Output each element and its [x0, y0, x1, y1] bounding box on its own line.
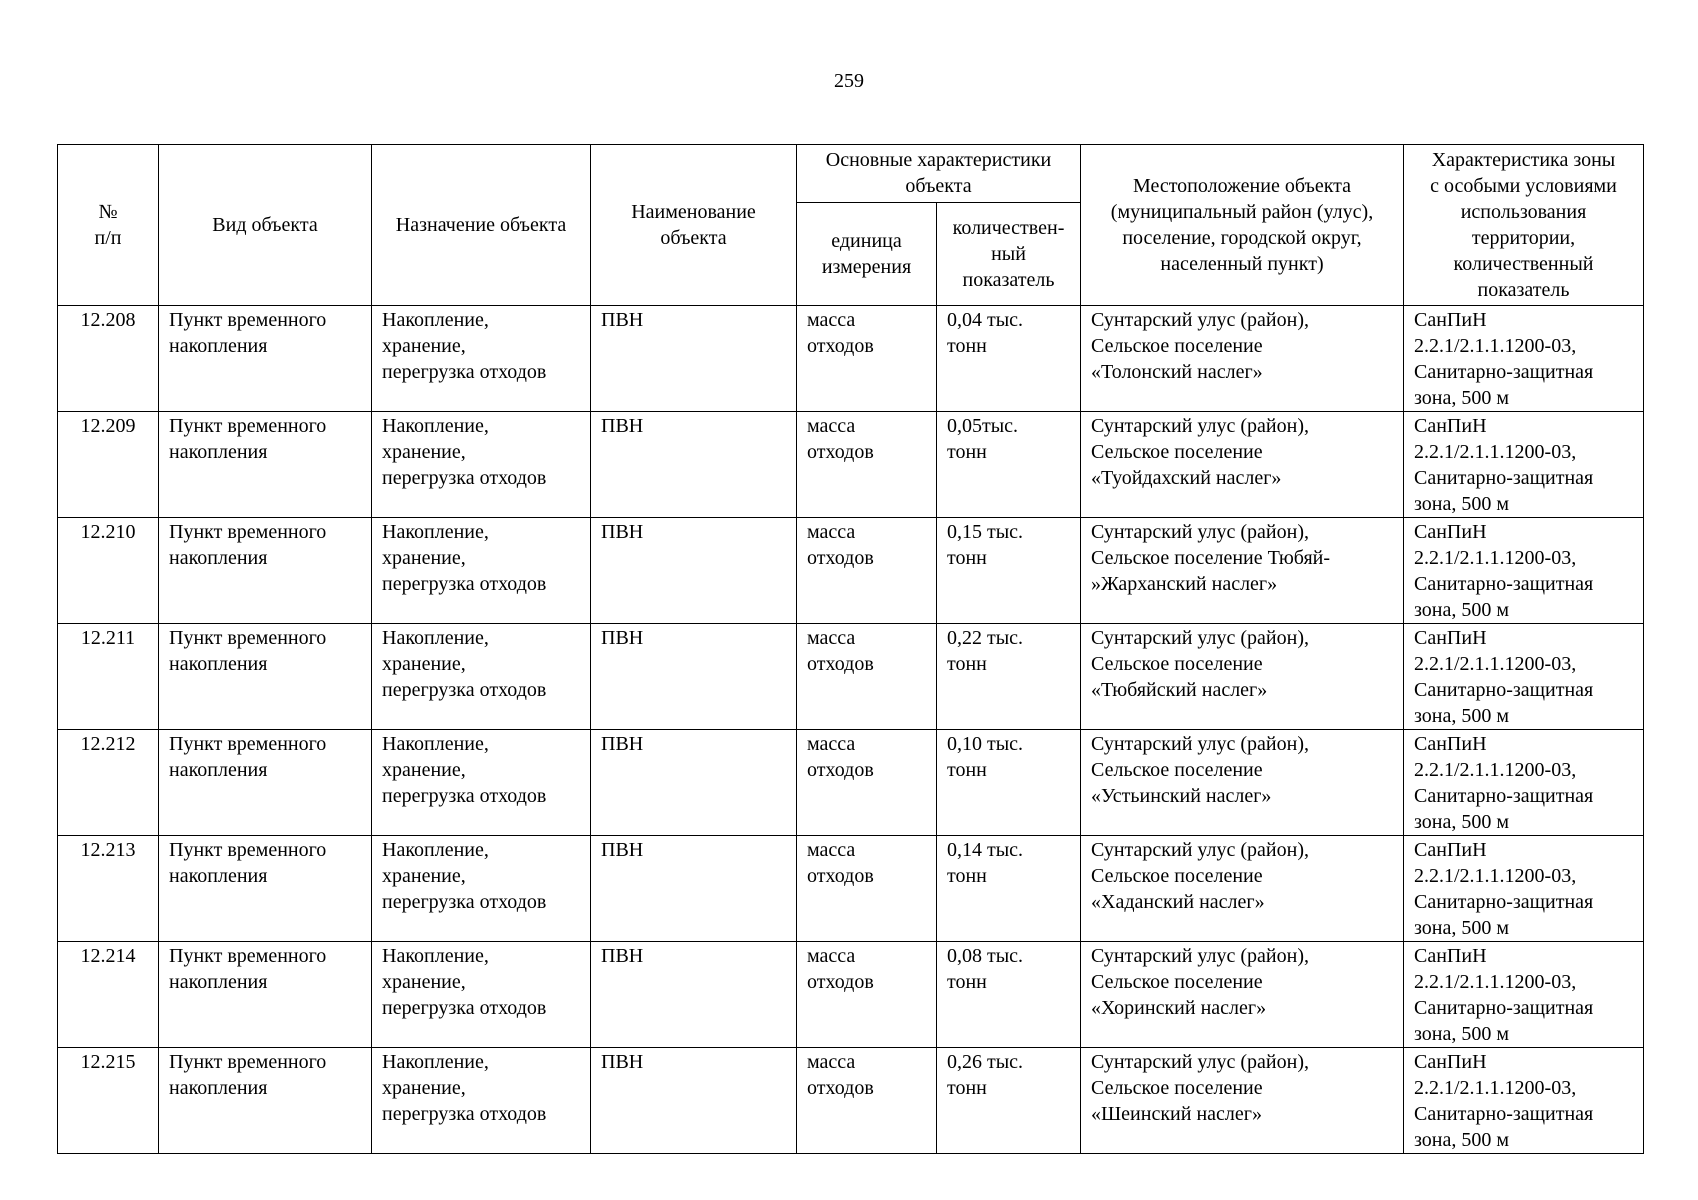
header-location-line: (муниципальный район (улус),	[1110, 201, 1374, 223]
cell-zone-line: Санитарно-защитная	[1414, 467, 1594, 489]
cell-location-line: Сунтарский улус (район),	[1091, 415, 1309, 437]
header-zone-line: территории,	[1471, 227, 1576, 249]
header-unit-line: единица	[831, 229, 902, 252]
header-name	[591, 145, 797, 306]
cell-num-line: 12.208	[80, 309, 136, 331]
cell-type-line: накопления	[169, 653, 268, 675]
cell-zone-line: 2.2.1/2.1.1.1200-03,	[1414, 865, 1577, 887]
cell-unit-line: масса	[807, 733, 856, 755]
header-zone-line: показатель	[1477, 279, 1570, 301]
cell-zone-line: Санитарно-защитная	[1414, 679, 1594, 701]
cell-num	[58, 836, 159, 942]
cell-zone-line: СанПиН	[1414, 521, 1487, 543]
cell-location-line: Сунтарский улус (район),	[1091, 945, 1309, 967]
cell-purpose-line: перегрузка отходов	[382, 785, 547, 807]
cell-zone-line: зона, 500 м	[1414, 917, 1510, 939]
cell-type-line: накопления	[169, 971, 268, 993]
cell-purpose-line: перегрузка отходов	[382, 891, 547, 913]
cell-zone-line: Санитарно-защитная	[1414, 997, 1594, 1019]
table-body	[58, 306, 1644, 1154]
cell-purpose-line: перегрузка отходов	[382, 361, 547, 383]
cell-zone-line: 2.2.1/2.1.1.1200-03,	[1414, 653, 1577, 675]
cell-name-line: ПВН	[601, 1051, 644, 1073]
cell-purpose-line: Накопление,	[382, 415, 489, 437]
cell-purpose-line: Накопление,	[382, 839, 489, 861]
cell-purpose-line: Накопление,	[382, 945, 489, 967]
cell-location-line: Сельское поселение	[1091, 759, 1263, 781]
cell-zone-line: 2.2.1/2.1.1.1200-03,	[1414, 1077, 1577, 1099]
header-location-line: поселение, городской округ,	[1122, 227, 1362, 249]
cell-location-line: «Туойдахский наслег»	[1091, 467, 1282, 489]
cell-type-line: накопления	[169, 441, 268, 463]
cell-purpose	[372, 624, 591, 730]
cell-zone	[1404, 412, 1644, 518]
header-quantity	[937, 202, 1081, 305]
cell-unit-line: масса	[807, 415, 856, 437]
cell-num-line: 12.215	[80, 1051, 136, 1073]
cell-location	[1081, 624, 1404, 730]
cell-purpose	[372, 1048, 591, 1154]
cell-location	[1081, 836, 1404, 942]
cell-location-line: Сунтарский улус (район),	[1091, 839, 1309, 861]
cell-purpose-line: хранение,	[382, 759, 466, 781]
table-row	[58, 942, 1644, 1048]
header-location	[1081, 145, 1404, 306]
cell-zone-line: Санитарно-защитная	[1414, 1103, 1594, 1125]
cell-quantity-line: тонн	[947, 441, 987, 463]
cell-location-line: Сунтарский улус (район),	[1091, 1051, 1309, 1073]
cell-type	[159, 624, 372, 730]
cell-purpose-line: хранение,	[382, 1077, 466, 1099]
cell-purpose-line: перегрузка отходов	[382, 997, 547, 1019]
cell-unit-line: отходов	[807, 865, 874, 887]
cell-zone	[1404, 306, 1644, 412]
cell-num	[58, 730, 159, 836]
cell-zone-line: зона, 500 м	[1414, 493, 1510, 515]
cell-name-line: ПВН	[601, 945, 644, 967]
cell-num-line: 12.211	[80, 627, 136, 649]
cell-type-line: Пункт временного	[169, 733, 327, 755]
cell-num	[58, 942, 159, 1048]
cell-location-line: «Шеинский наслег»	[1091, 1103, 1262, 1125]
cell-zone-line: зона, 500 м	[1414, 1129, 1510, 1151]
cell-type	[159, 1048, 372, 1154]
header-location-line: Местоположение объекта	[1132, 175, 1352, 197]
cell-location	[1081, 1048, 1404, 1154]
cell-zone-line: Санитарно-защитная	[1414, 785, 1594, 807]
cell-unit	[797, 942, 937, 1048]
cell-quantity-line: 0,10 тыс.	[947, 733, 1024, 755]
cell-num-line: 12.212	[80, 733, 136, 755]
header-zone	[1404, 145, 1644, 306]
cell-quantity	[937, 306, 1081, 412]
table-row	[58, 836, 1644, 942]
header-quantity-line: ный	[991, 242, 1026, 265]
cell-purpose	[372, 730, 591, 836]
cell-purpose-line: хранение,	[382, 547, 466, 569]
cell-purpose-line: хранение,	[382, 971, 466, 993]
header-unit-line: измерения	[821, 255, 912, 278]
cell-quantity-line: 0,08 тыс.	[947, 945, 1024, 967]
cell-purpose-line: Накопление,	[382, 627, 489, 649]
cell-name	[591, 412, 797, 518]
header-zone-line: с особыми условиями	[1430, 175, 1617, 197]
cell-quantity-line: 0,26 тыс.	[947, 1051, 1024, 1073]
header-num-line: п/п	[94, 227, 122, 249]
cell-purpose-line: Накопление,	[382, 309, 489, 331]
cell-quantity	[937, 1048, 1081, 1154]
table-row	[58, 1048, 1644, 1154]
cell-location-line: Сельское поселение	[1091, 335, 1263, 357]
cell-zone-line: СанПиН	[1414, 945, 1487, 967]
cell-location-line: »Жарханский наслег»	[1091, 573, 1278, 595]
cell-location-line: Сельское поселение Тюбяй-	[1091, 547, 1331, 569]
cell-unit-line: отходов	[807, 547, 874, 569]
cell-zone	[1404, 624, 1644, 730]
cell-num-line: 12.213	[80, 839, 136, 861]
cell-unit-line: масса	[807, 945, 856, 967]
cell-name	[591, 730, 797, 836]
table-row	[58, 730, 1644, 836]
cell-zone-line: Санитарно-защитная	[1414, 891, 1594, 913]
cell-location-line: Сунтарский улус (район),	[1091, 733, 1309, 755]
cell-unit-line: отходов	[807, 335, 874, 357]
table-row	[58, 624, 1644, 730]
cell-quantity	[937, 624, 1081, 730]
cell-num	[58, 1048, 159, 1154]
cell-location-line: Сунтарский улус (район),	[1091, 627, 1309, 649]
cell-location-line: Сельское поселение	[1091, 653, 1263, 675]
cell-unit-line: масса	[807, 627, 856, 649]
cell-location-line: Сельское поселение	[1091, 865, 1263, 887]
cell-quantity-line: тонн	[947, 865, 987, 887]
cell-unit	[797, 1048, 937, 1154]
cell-zone	[1404, 518, 1644, 624]
cell-zone-line: СанПиН	[1414, 839, 1487, 861]
table-row	[58, 518, 1644, 624]
cell-zone-line: СанПиН	[1414, 309, 1487, 331]
cell-name-line: ПВН	[601, 627, 644, 649]
cell-type-line: Пункт временного	[169, 945, 327, 967]
cell-type-line: Пункт временного	[169, 415, 327, 437]
cell-quantity-line: 0,22 тыс.	[947, 627, 1024, 649]
cell-zone-line: зона, 500 м	[1414, 599, 1510, 621]
cell-location-line: «Хаданский наслег»	[1091, 891, 1265, 913]
cell-quantity-line: тонн	[947, 335, 987, 357]
cell-zone	[1404, 942, 1644, 1048]
cell-num-line: 12.209	[80, 415, 136, 437]
cell-type	[159, 836, 372, 942]
cell-unit-line: масса	[807, 839, 856, 861]
cell-unit-line: масса	[807, 309, 856, 331]
cell-purpose-line: хранение,	[382, 865, 466, 887]
cell-purpose-line: Накопление,	[382, 733, 489, 755]
cell-name	[591, 836, 797, 942]
cell-type-line: Пункт временного	[169, 839, 327, 861]
cell-quantity	[937, 942, 1081, 1048]
cell-purpose-line: хранение,	[382, 653, 466, 675]
cell-location-line: Сельское поселение	[1091, 441, 1263, 463]
cell-unit-line: отходов	[807, 441, 874, 463]
cell-zone	[1404, 836, 1644, 942]
cell-purpose-line: хранение,	[382, 441, 466, 463]
cell-type-line: накопления	[169, 1077, 268, 1099]
cell-unit-line: отходов	[807, 1077, 874, 1099]
cell-zone-line: 2.2.1/2.1.1.1200-03,	[1414, 759, 1577, 781]
cell-type-line: Пункт временного	[169, 521, 327, 543]
cell-zone-line: 2.2.1/2.1.1.1200-03,	[1414, 441, 1577, 463]
cell-type-line: накопления	[169, 865, 268, 887]
cell-zone-line: 2.2.1/2.1.1.1200-03,	[1414, 971, 1577, 993]
cell-purpose-line: Накопление,	[382, 1051, 489, 1073]
cell-name	[591, 518, 797, 624]
cell-name-line: ПВН	[601, 521, 644, 543]
cell-unit	[797, 836, 937, 942]
cell-name-line: ПВН	[601, 733, 644, 755]
cell-num	[58, 518, 159, 624]
cell-num	[58, 306, 159, 412]
cell-unit	[797, 624, 937, 730]
cell-location	[1081, 306, 1404, 412]
cell-unit-line: масса	[807, 521, 856, 543]
cell-unit-line: отходов	[807, 971, 874, 993]
cell-zone-line: зона, 500 м	[1414, 1023, 1510, 1045]
header-name-line: объекта	[660, 227, 727, 249]
cell-type-line: Пункт временного	[169, 309, 327, 331]
cell-num	[58, 412, 159, 518]
cell-quantity-line: 0,14 тыс.	[947, 839, 1024, 861]
cell-location	[1081, 518, 1404, 624]
cell-zone	[1404, 730, 1644, 836]
table-row	[58, 306, 1644, 412]
cell-quantity-line: тонн	[947, 971, 987, 993]
cell-quantity	[937, 412, 1081, 518]
cell-quantity-line: тонн	[947, 1077, 987, 1099]
cell-type-line: Пункт временного	[169, 1051, 327, 1073]
header-zone-line: Характеристика зоны	[1431, 149, 1616, 171]
cell-name-line: ПВН	[601, 839, 644, 861]
cell-num	[58, 624, 159, 730]
cell-num-line: 12.214	[80, 945, 136, 967]
header-quantity-line: показатель	[962, 268, 1055, 291]
cell-purpose-line: перегрузка отходов	[382, 573, 547, 595]
cell-location-line: Сельское поселение	[1091, 1077, 1263, 1099]
cell-name	[591, 942, 797, 1048]
cell-quantity-line: 0,15 тыс.	[947, 521, 1024, 543]
cell-location-line: Сунтарский улус (район),	[1091, 309, 1309, 331]
cell-quantity-line: тонн	[947, 547, 987, 569]
header-main-characteristics-line: Основные характеристики	[825, 149, 1052, 172]
header-num-line: №	[98, 201, 118, 223]
cell-quantity	[937, 518, 1081, 624]
objects-table	[57, 144, 1644, 1154]
cell-unit	[797, 730, 937, 836]
header-main-characteristics-line: объекта	[905, 175, 972, 198]
header-type: Вид объекта	[159, 145, 372, 306]
cell-purpose	[372, 306, 591, 412]
cell-location-line: Сунтарский улус (район),	[1091, 521, 1309, 543]
cell-zone-line: 2.2.1/2.1.1.1200-03,	[1414, 547, 1577, 569]
cell-purpose-line: перегрузка отходов	[382, 467, 547, 489]
cell-unit	[797, 518, 937, 624]
cell-zone-line: зона, 500 м	[1414, 705, 1510, 727]
cell-purpose	[372, 942, 591, 1048]
header-location-line: населенный пункт)	[1160, 253, 1324, 275]
cell-purpose	[372, 518, 591, 624]
cell-type-line: накопления	[169, 759, 268, 781]
cell-unit-line: масса	[807, 1051, 856, 1073]
cell-zone	[1404, 1048, 1644, 1154]
cell-location-line: «Тюбяйский наслег»	[1091, 679, 1268, 701]
cell-zone-line: зона, 500 м	[1414, 811, 1510, 833]
header-name-line: Наименование	[631, 201, 756, 223]
cell-unit-line: отходов	[807, 653, 874, 675]
cell-purpose-line: Накопление,	[382, 521, 489, 543]
cell-location-line: Сельское поселение	[1091, 971, 1263, 993]
cell-zone-line: 2.2.1/2.1.1.1200-03,	[1414, 335, 1577, 357]
cell-location-line: «Хоринский наслег»	[1091, 997, 1267, 1019]
header-quantity-line: количествен-	[952, 216, 1065, 239]
cell-purpose	[372, 836, 591, 942]
cell-location-line: «Толонский наслег»	[1091, 361, 1263, 383]
header-purpose: Назначение объекта	[372, 145, 591, 306]
cell-purpose-line: перегрузка отходов	[382, 679, 547, 701]
cell-num-line: 12.210	[80, 521, 136, 543]
table-header	[58, 145, 1644, 306]
cell-purpose-line: хранение,	[382, 335, 466, 357]
page-number: 259	[834, 70, 864, 92]
cell-type	[159, 942, 372, 1048]
cell-quantity-line: 0,05тыс.	[947, 415, 1019, 437]
cell-type-line: накопления	[169, 547, 268, 569]
cell-type	[159, 518, 372, 624]
header-unit	[797, 202, 937, 305]
cell-type-line: накопления	[169, 335, 268, 357]
cell-location-line: «Устьинский наслег»	[1091, 785, 1272, 807]
cell-purpose-line: перегрузка отходов	[382, 1103, 547, 1125]
cell-purpose	[372, 412, 591, 518]
cell-zone-line: зона, 500 м	[1414, 387, 1510, 409]
cell-quantity	[937, 730, 1081, 836]
cell-location	[1081, 412, 1404, 518]
cell-name	[591, 624, 797, 730]
cell-zone-line: СанПиН	[1414, 1051, 1487, 1073]
cell-quantity-line: тонн	[947, 653, 987, 675]
cell-location	[1081, 942, 1404, 1048]
cell-location	[1081, 730, 1404, 836]
cell-type-line: Пункт временного	[169, 627, 327, 649]
table-row	[58, 412, 1644, 518]
cell-name	[591, 1048, 797, 1154]
cell-type	[159, 306, 372, 412]
cell-zone-line: СанПиН	[1414, 415, 1487, 437]
cell-name	[591, 306, 797, 412]
cell-unit-line: отходов	[807, 759, 874, 781]
cell-unit	[797, 306, 937, 412]
header-main-characteristics	[797, 145, 1081, 203]
cell-zone-line: СанПиН	[1414, 627, 1487, 649]
cell-quantity-line: тонн	[947, 759, 987, 781]
cell-type	[159, 730, 372, 836]
header-num	[58, 145, 159, 306]
cell-zone-line: Санитарно-защитная	[1414, 361, 1594, 383]
cell-type	[159, 412, 372, 518]
header-zone-line: использования	[1460, 201, 1587, 223]
header-zone-line: количественный	[1453, 253, 1594, 275]
cell-zone-line: Санитарно-защитная	[1414, 573, 1594, 595]
cell-quantity	[937, 836, 1081, 942]
cell-name-line: ПВН	[601, 415, 644, 437]
cell-unit	[797, 412, 937, 518]
cell-zone-line: СанПиН	[1414, 733, 1487, 755]
cell-quantity-line: 0,04 тыс.	[947, 309, 1024, 331]
cell-name-line: ПВН	[601, 309, 644, 331]
